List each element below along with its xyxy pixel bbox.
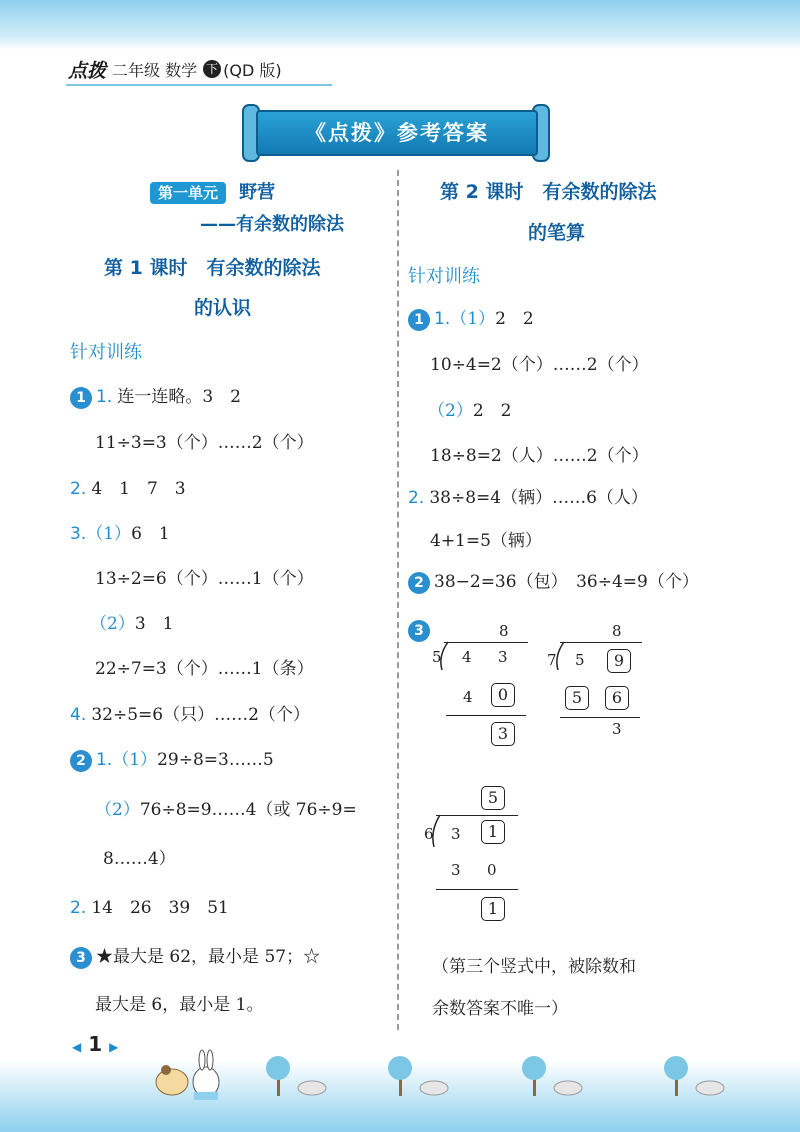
answer-line: 最大是 6，最小是 1。 [95, 995, 264, 1015]
answer-text: ★最大是 62，最小是 57；☆ [96, 947, 321, 967]
answer-text: 4 1 7 3 [91, 479, 186, 499]
answer-box: 5 [565, 686, 589, 710]
left-q3 [70, 519, 170, 544]
unit-label: 第一单元 [150, 182, 226, 204]
dividend-digit: 3 [451, 825, 461, 843]
q-number: 1. [96, 387, 113, 407]
answer-box: 5 [481, 786, 505, 810]
product-digit: 0 [487, 861, 497, 879]
answer-line: 8……4） [103, 849, 176, 869]
header-underline [66, 84, 332, 86]
answer-box: 6 [605, 686, 629, 710]
cartoon-animals-illustration [150, 1048, 230, 1102]
book-header [68, 56, 282, 82]
division-bar [436, 815, 518, 816]
next-triangle-icon: ▶ [109, 1040, 119, 1054]
part2-marker: 2 [70, 750, 92, 772]
product-digit: 3 [451, 861, 461, 879]
lesson2-title: 第 2 课时 有余数的除法 [440, 181, 657, 203]
divisor: 6 [424, 825, 434, 843]
part2-marker: 2 [408, 572, 430, 594]
unit-heading [150, 178, 275, 204]
q-number: 1. [434, 309, 451, 329]
tree-illustration [262, 1050, 332, 1098]
unit-title: 野营 [239, 182, 276, 203]
left-p3 [70, 942, 320, 969]
top-decor-band [0, 0, 800, 50]
quotient: 8 [612, 622, 622, 640]
right-p3-marker-wrap [408, 620, 434, 642]
q-number: 2. [70, 479, 87, 499]
tree-illustration [660, 1050, 730, 1098]
answer-text: 38÷8=4（辆）……6（人） [429, 488, 648, 508]
q-number: 3. [70, 524, 87, 544]
answer-text: 连一连略。3 2 [117, 387, 241, 407]
dividend-digit: 3 [498, 648, 508, 666]
q-number: 1. [96, 750, 113, 770]
subtraction-line [560, 717, 640, 718]
answer-line: 18÷8=2（人）……2（个） [430, 446, 649, 466]
answer-line: 13÷2=6（个）……1（个） [95, 569, 314, 589]
answer-text: 14 26 39 51 [91, 898, 229, 918]
answer-text: 6 1 [131, 524, 170, 544]
left-q3-sub2 [90, 609, 173, 634]
divisor: 5 [432, 648, 442, 666]
left-q2 [70, 474, 186, 499]
right-q2 [408, 483, 648, 508]
sub-label: （1） [86, 524, 132, 544]
answer-line: 4+1=5（辆） [430, 531, 542, 551]
remainder: 3 [612, 720, 622, 738]
edition-label: (QD 版) [223, 60, 282, 80]
sub-label: （2） [428, 401, 473, 421]
lesson1-title-cont: 的认识 [194, 297, 252, 319]
q-number: 4. [70, 705, 87, 725]
sub-label: （2） [90, 614, 135, 634]
volume-badge: 下 [203, 60, 221, 78]
answer-line: 11÷3=3（个）……2（个） [95, 433, 314, 453]
answer-box: 0 [491, 683, 515, 707]
part3-marker: 3 [408, 620, 430, 642]
answer-box: 1 [481, 820, 505, 844]
subtraction-line [446, 715, 526, 716]
lesson2-title-cont: 的笔算 [528, 222, 586, 244]
part3-marker: 3 [70, 947, 92, 969]
left-q1 [70, 382, 241, 409]
book-logo: 点拨 [68, 59, 107, 82]
q-number: 2. [70, 898, 87, 918]
answer-box: 9 [607, 649, 631, 673]
answer-box: 1 [481, 897, 505, 921]
unit-subtitle: ——有余数的除法 [200, 214, 344, 235]
right-q1 [408, 304, 534, 331]
sub-label: （2） [95, 800, 140, 820]
note-line: （第三个竖式中，被除数和 [432, 957, 636, 977]
section-practice: 针对训练 [70, 342, 142, 363]
answer-text: 2 2 [495, 309, 534, 329]
right-q1-sub2 [428, 396, 511, 421]
tree-illustration [518, 1050, 588, 1098]
q-number: 2. [408, 488, 425, 508]
prev-triangle-icon: ◀ [72, 1040, 82, 1054]
left-p2-q1 [70, 745, 274, 772]
answer-line: 10÷4=2（个）……2（个） [430, 355, 649, 375]
left-p2-q1-sub2 [95, 795, 357, 820]
right-p2 [408, 567, 699, 594]
page-number-value: 1 [88, 1032, 103, 1056]
dividend-digit: 5 [575, 651, 585, 669]
answer-banner: 《点拨》参考答案 [256, 110, 538, 156]
division-bar [560, 642, 642, 643]
subtraction-line [436, 889, 518, 890]
answer-text: 38−2=36（包） 36÷4=9（个） [434, 572, 699, 592]
divisor: 7 [547, 651, 557, 669]
answer-text: 29÷8=3……5 [157, 750, 274, 770]
tree-illustration [384, 1050, 454, 1098]
answer-text: 76÷8=9……4（或 76÷9= [139, 800, 357, 820]
sub-label: （1） [112, 750, 158, 770]
part1-marker: 1 [408, 309, 430, 331]
section-practice-right: 针对训练 [408, 266, 480, 287]
answer-box: 3 [491, 722, 515, 746]
division-bar [444, 642, 528, 643]
note-line: 余数答案不唯一） [432, 999, 568, 1019]
page-number [72, 1032, 118, 1056]
left-p2-q2 [70, 893, 229, 918]
answer-text: 3 1 [134, 614, 174, 634]
dividend-digit: 4 [462, 648, 472, 666]
part1-marker: 1 [70, 387, 92, 409]
sub-label: （1） [450, 309, 496, 329]
answer-line: 22÷7=3（个）……1（条） [95, 659, 314, 679]
quotient: 8 [499, 622, 509, 640]
lesson1-title: 第 1 课时 有余数的除法 [104, 257, 321, 279]
product-digit: 4 [463, 688, 473, 706]
left-q4 [70, 700, 310, 725]
answer-text: 32÷5=6（只）……2（个） [91, 705, 310, 725]
grade-subject: 二年级 数学 [112, 60, 198, 80]
column-divider [397, 170, 399, 1030]
answer-text: 2 2 [472, 401, 512, 421]
